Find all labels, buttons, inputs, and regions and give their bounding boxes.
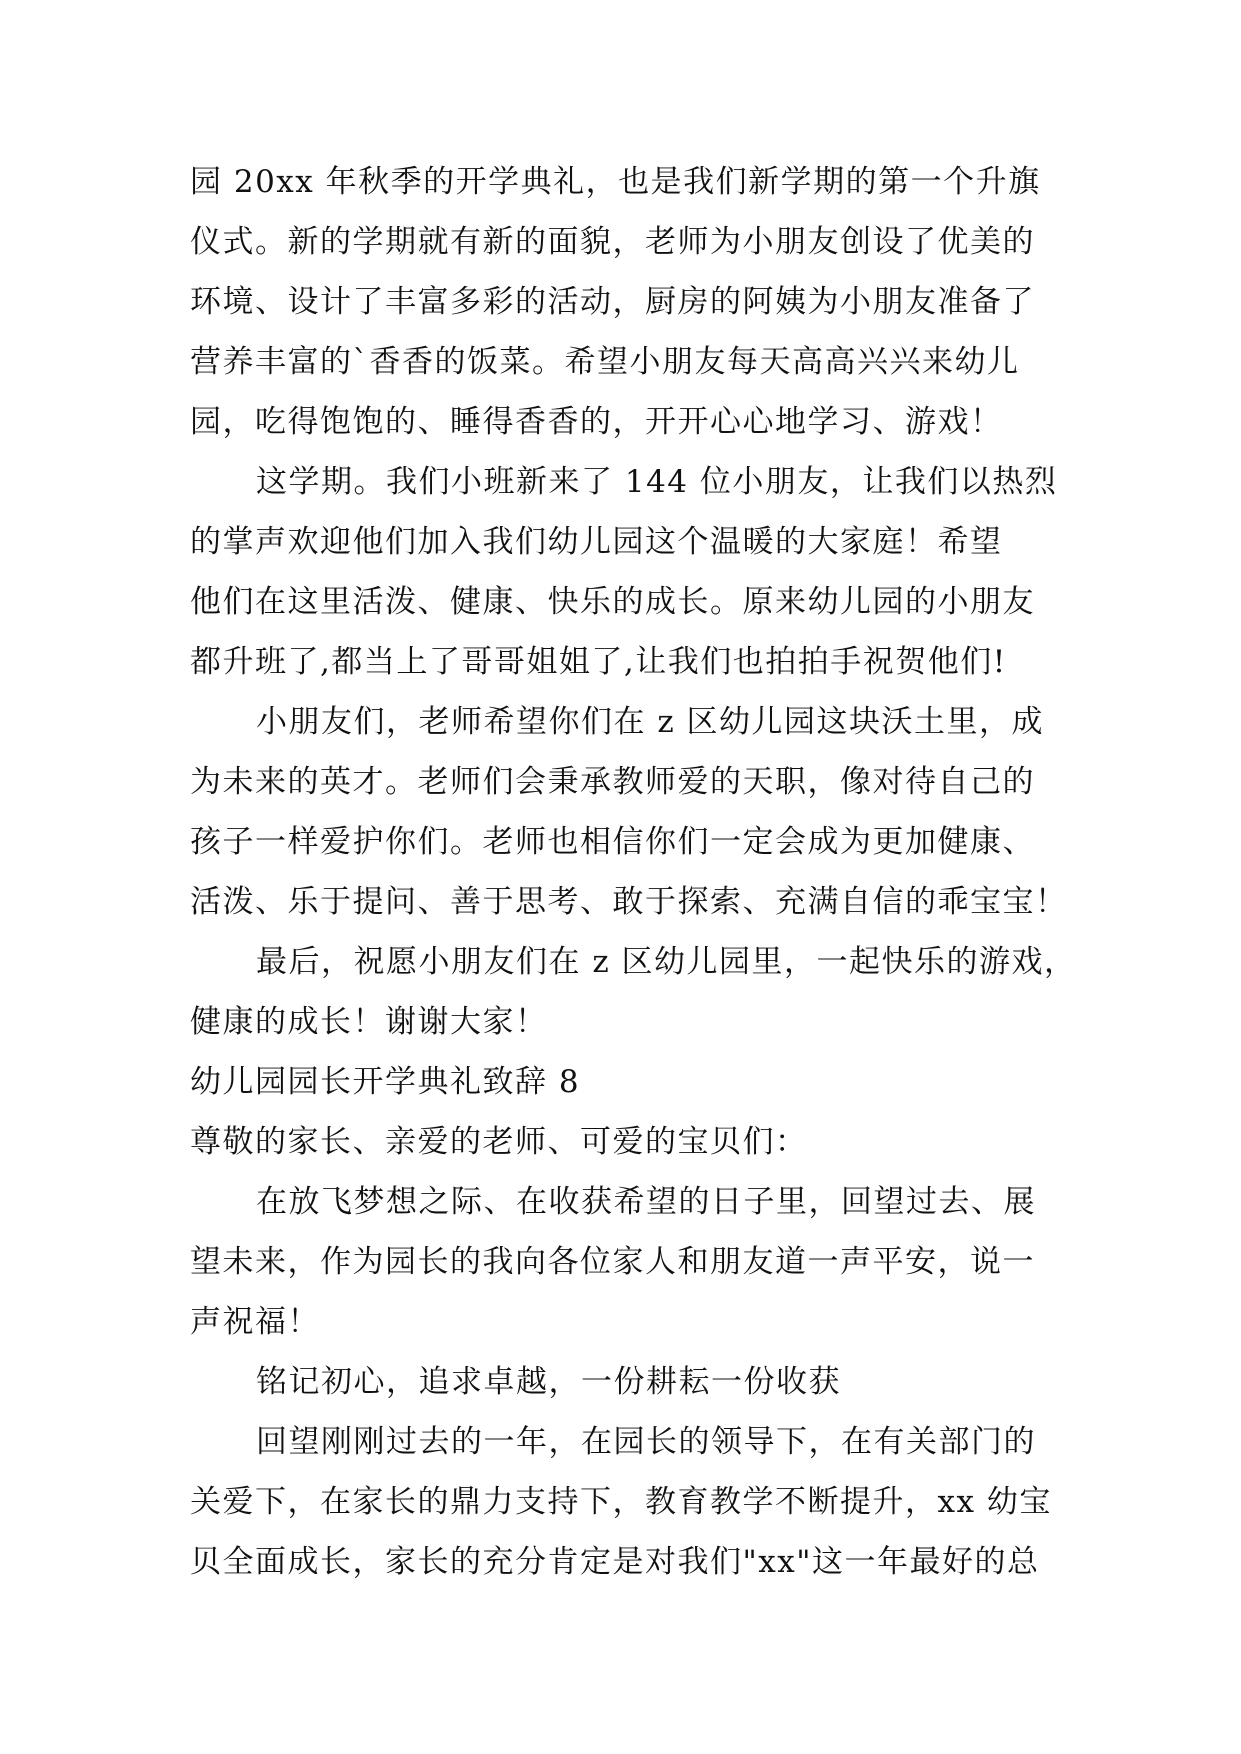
text-line: 仪式。新的学期就有新的面貌，老师为小朋友创设了优美的 xyxy=(190,224,1035,260)
text-line: 孩子一样爱护你们。老师也相信你们一定会成为更加健康、 xyxy=(190,824,1035,860)
text-line: 的掌声欢迎他们加入我们幼儿园这个温暖的大家庭！希望 xyxy=(190,524,1003,560)
text-line: 环境、设计了丰富多彩的活动，厨房的阿姨为小朋友准备了 xyxy=(190,284,1035,320)
text-line: 都升班了,都当上了哥哥姐姐了,让我们也拍拍手祝贺他们! xyxy=(190,644,1007,680)
body-text xyxy=(190,152,1077,1592)
text-line: 关爱下，在家长的鼎力支持下，教育教学不断提升，xx 幼宝 xyxy=(190,1484,1052,1520)
text-line: 营养丰富的`香香的饭菜。希望小朋友每天高高兴兴来幼儿 xyxy=(190,344,1020,380)
paragraph-start-line: 这学期。我们小班新来了 144 位小朋友，让我们以热烈 xyxy=(256,464,1058,500)
text-line: 声祝福！ xyxy=(190,1304,320,1340)
text-line: 望未来，作为园长的我向各位家人和朋友道一声平安，说一 xyxy=(190,1244,1035,1280)
text-line: 园 20xx 年秋季的开学典礼，也是我们新学期的第一个升旗 xyxy=(190,164,1041,200)
paragraph-start-line: 在放飞梦想之际、在收获希望的日子里，回望过去、展 xyxy=(256,1184,1036,1220)
paragraph-start-line: 回望刚刚过去的一年，在园长的领导下，在有关部门的 xyxy=(256,1424,1036,1460)
section-heading: 幼儿园园长开学典礼致辞 8 xyxy=(190,1064,581,1100)
subheading: 铭记初心，追求卓越，一份耕耘一份收获 xyxy=(256,1364,841,1400)
paragraph-start-line: 最后，祝愿小朋友们在 z 区幼儿园里，一起快乐的游戏， xyxy=(256,944,1077,980)
paragraph-start-line: 小朋友们，老师希望你们在 z 区幼儿园这块沃土里，成 xyxy=(256,704,1045,740)
text-line: 他们在这里活泼、健康、快乐的成长。原来幼儿园的小朋友 xyxy=(190,584,1035,620)
salutation: 尊敬的家长、亲爱的老师、可爱的宝贝们： xyxy=(190,1124,808,1160)
text-line: 为未来的英才。老师们会秉承教师爱的天职，像对待自己的 xyxy=(190,764,1035,800)
text-line: 健康的成长！谢谢大家！ xyxy=(190,1004,548,1040)
text-line: 活泼、乐于提问、善于思考、敢于探索、充满自信的乖宝宝！ xyxy=(190,884,1068,920)
text-line: 贝全面成长，家长的充分肯定是对我们"xx"这一年最好的总 xyxy=(190,1544,1040,1580)
text-line: 园，吃得饱饱的、睡得香香的，开开心心地学习、游戏！ xyxy=(190,404,1003,440)
